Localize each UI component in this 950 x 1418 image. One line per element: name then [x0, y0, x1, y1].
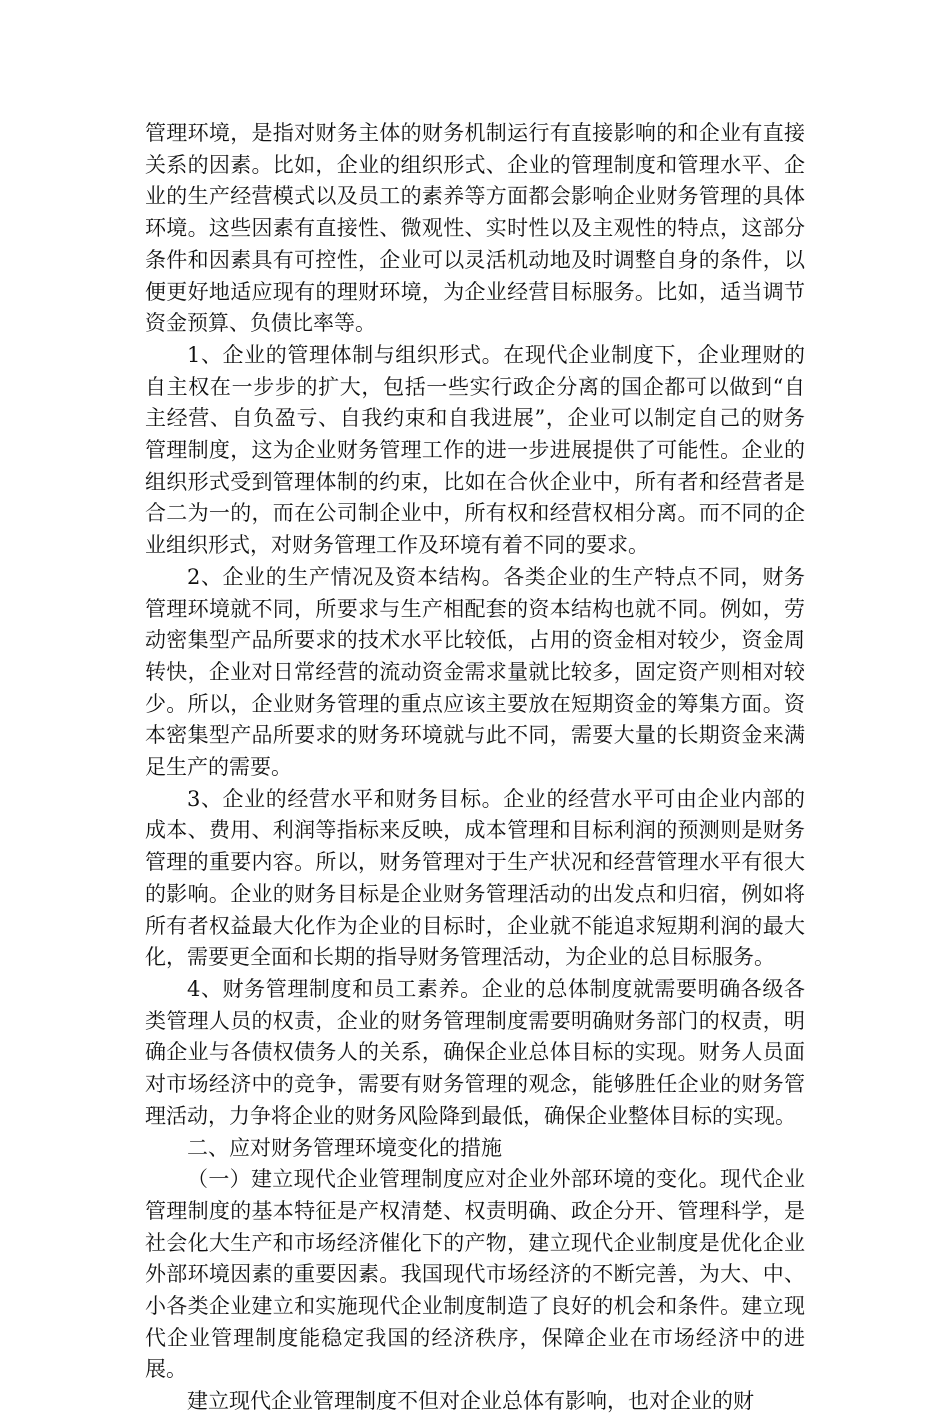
paragraph-continuation: 建立现代企业管理制度不但对企业总体有影响，也对企业的财 [187, 1389, 754, 1414]
paragraph-operating-level: 3、企业的经营水平和财务目标。企业的经营水平可由企业内部的成本、费用、利润等指标来反映，成本管理和目标利润的预测则是财务管理的重要内容。所以，财务管理对于生产状况和经营管理水平有很大的影响。企业的财务目标是企业财务管理活动的出发点和归宿，例如将所有者权益最大化作为企业的目标时，企业就不能追求短期利润的最大化，需要更全面和长期的指导财务管理活动，为企业的总目标服务。 [145, 786, 805, 970]
paragraph-financial-system: 4、财务管理制度和员工素养。企业的总体制度就需要明确各级各类管理人员的权责，企业的财务管理制度需要明确财务部门的权责，明确企业与各债权债务人的关系，确保企业总体目标的实现。财务人员面对市场经济中的竞争，需要有财务管理的观念，能够胜任企业的财务管理活动，力争将企业的财务风险降到最低，确保企业整体目标的实现。 [145, 976, 805, 1128]
paragraph-management-system: 1、企业的管理体制与组织形式。在现代企业制度下，企业理财的自主权在一步步的扩大，包括一些实行政企分离的国企都可以做到“自主经营、自负盈亏、自我约束和自我进展”，企业可以制定自己的财务管理制度，这为企业财务管理工作的进一步进展提供了可能性。企业的组织形式受到管理体制的约束，比如在合伙企业中，所有者和经营者是合二为一的，而在公司制企业中，所有权和经营权相分离。而不同的企业组织形式，对财务管理工作及环境有着不同的要求。 [145, 342, 805, 558]
section-heading-measures: 二、应对财务管理环境变化的措施 [187, 1135, 502, 1160]
paragraph-modern-enterprise: （一）建立现代企业管理制度应对企业外部环境的变化。现代企业管理制度的基本特征是产权清楚、权责明确、政企分开、管理科学，是社会化大生产和市场经济催化下的产物，建立现代企业制度是优化企业外部环境因素的重要因素。我国现代市场经济的不断完善，为大、中、小各类企业建立和实施现代企业制度制造了良好的机会和条件。建立现代企业管理制度能稳定我国的经济秩序，保障企业在市场经济中的进展。 [145, 1167, 805, 1382]
paragraph-intro: 管理环境，是指对财务主体的财务机制运行有直接影响的和企业有直接关系的因素。比如，企业的组织形式、企业的管理制度和管理水平、企业的生产经营模式以及员工的素养等方面都会影响企业财务管理的具体环境。这些因素有直接性、微观性、实时性以及主观性的特点，这部分条件和因素具有可控性，企业可以灵活机动地及时调整自身的条件，以便更好地适应现有的理财环境，为企业经营目标服务。比如，适当调节资金预算、负债比率等。 [145, 121, 805, 336]
paragraph-production-capital: 2、企业的生产情况及资本结构。各类企业的生产特点不同，财务管理环境就不同，所要求与生产相配套的资本结构也就不同。例如，劳动密集型产品所要求的技术水平比较低，占用的资金相对较少，资金周转快，企业对日常经营的流动资金需求量就比较多，固定资产则相对较少。所以，企业财务管理的重点应该主要放在短期资金的筹集方面。资本密集型产品所要求的财务环境就与此不同，需要大量的长期资金来满足生产的需要。 [145, 564, 805, 780]
document-page [145, 118, 805, 1418]
